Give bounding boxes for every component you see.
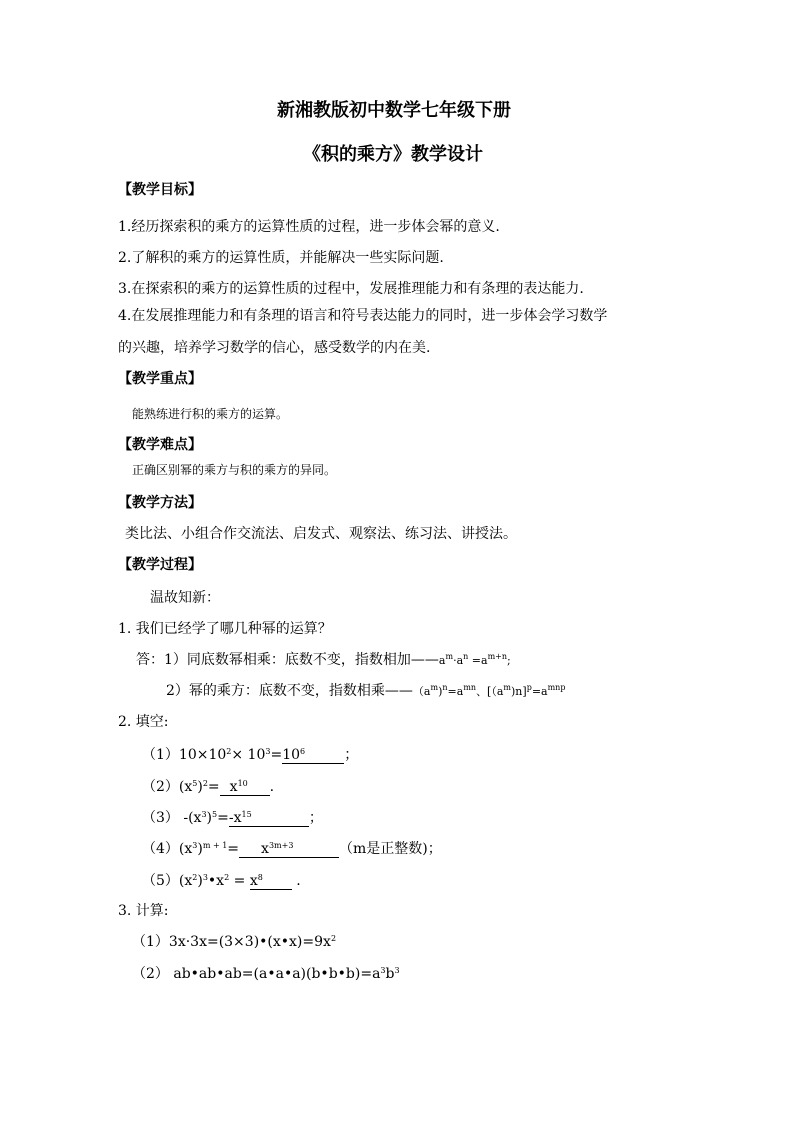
- objective-item: 3.在探索积的乘方的运算性质的过程中，发展推理能力和有条理的表达能力.: [118, 281, 584, 297]
- document-title: 新湘教版初中数学七年级下册: [277, 100, 511, 121]
- fill-item-4: $(4)(x^3)^{m + 1}= x^{3m+3}$ （m是正整数)；: [142, 841, 442, 857]
- section-heading-difficulties: 【教学难点】: [118, 437, 202, 453]
- methods-text: 类比法、小组合作交流法、启发式、观察法、练习法、讲授法。: [125, 526, 517, 542]
- difficulties-text: 正确区别幂的乘方与积的乘方的异同。: [132, 463, 337, 477]
- answer-2: 2）幂的乘方：底数不变，指数相乘$——(a^m)^n=a^{mn}$、$[(a^m)n]^p=a^{mnp}$: [166, 683, 566, 699]
- section-heading-methods: 【教学方法】: [118, 495, 202, 511]
- section-heading-key-points: 【教学重点】: [118, 371, 202, 387]
- objective-item: 1.经历探索积的乘方的运算性质的过程，进一步体会幂的意义.: [118, 219, 500, 235]
- objective-item: 4.在发展推理能力和有条理的语言和符号表达能力的同时，进一步体会学习数学: [118, 308, 608, 324]
- section-heading-objectives: 【教学目标】: [118, 182, 202, 198]
- answer-1: 答：1）同底数幂相乘：底数不变，指数相加$——a^m\cdot a^n =a^{m+n}$;: [136, 652, 511, 668]
- question-2: 2. 填空:: [118, 714, 169, 730]
- fill-answer-5: $x^8$: [250, 874, 292, 890]
- fill-answer-2: $x^{10}$: [220, 780, 270, 796]
- objective-item: 2.了解积的乘方的运算性质，并能解决一些实际问题.: [118, 250, 444, 266]
- section-heading-process: 【教学过程】: [118, 557, 202, 573]
- question-3: 3. 计算:: [118, 903, 169, 919]
- fill-item-1: $(1)10\times 10^2\times 10^3=10^6$ ；: [142, 747, 359, 763]
- key-points-text: 能熟练进行积的乘方的运算。: [132, 407, 289, 421]
- fill-item-3: （3） $-(x^3)^5=-x^{15}$ ；: [142, 810, 323, 826]
- fill-item-5: $(5)(x^2)^3•x^2 = x^8$ .: [142, 873, 301, 889]
- fill-answer-4: $x^{3m+3}$: [239, 842, 339, 858]
- fill-item-2: $(2)(x^5)^2= x^{10}$ .: [142, 779, 275, 795]
- document-subtitle: 《积的乘方》教学设计: [303, 144, 483, 165]
- calc-item-2: （2） $ab•ab•ab=(a•a•a)(b•b•b)=a^3b^3$: [132, 966, 400, 982]
- fill-answer-3: $-x^{15}$: [229, 811, 309, 827]
- objective-item: 的兴趣，培养学习数学的信心，感受数学的内在美.: [118, 340, 431, 356]
- calc-item-1: $(1)3x\cdot 3x=(3\times 3)•(x•x)=9x^2$: [132, 934, 337, 950]
- question-1: 1. 我们已经学了哪几种幂的运算？: [118, 621, 332, 637]
- fill-answer-1: $10^6$: [282, 748, 344, 764]
- review-label: 温故知新：: [150, 590, 220, 606]
